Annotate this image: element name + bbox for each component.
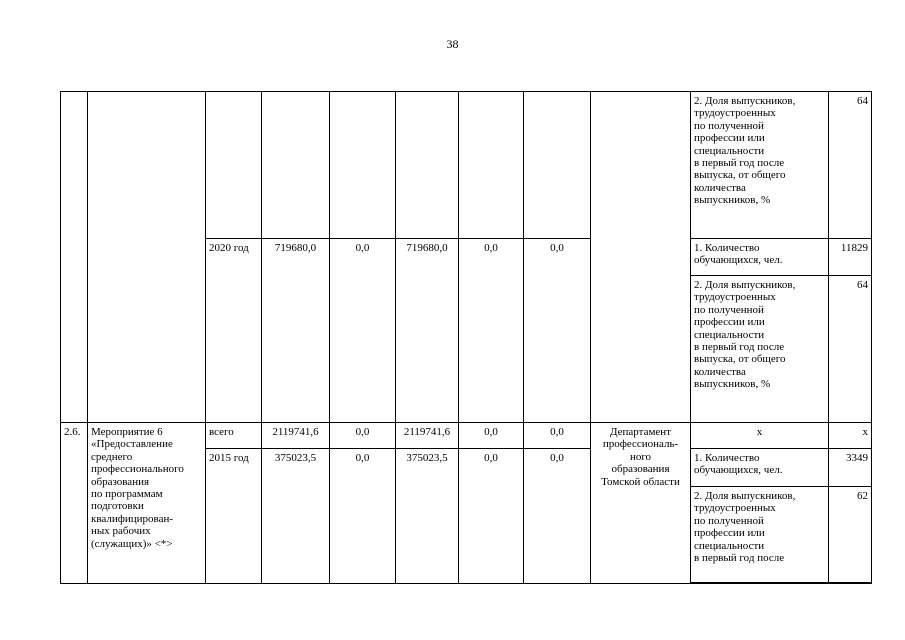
page-number: 38 xyxy=(446,37,459,51)
cell-mun: 0,0 xyxy=(459,449,524,584)
cell-fed: 0,0 xyxy=(330,449,396,584)
cell-name xyxy=(88,92,206,423)
cell-value: 62 xyxy=(829,487,872,583)
table-row xyxy=(61,423,872,449)
cell-executor: Департамент профессиональ- ного образования Томской области xyxy=(591,423,691,584)
cell-executor xyxy=(591,92,691,423)
table-row xyxy=(61,92,872,239)
cell-total xyxy=(262,92,330,239)
cell-num: 2.6. xyxy=(61,423,88,584)
cell-reg xyxy=(396,92,459,239)
cell-indicator: 2. Доля выпускников, трудоустроенных по полученной профессии или специальности в первый год после выпуска, от общего количества выпускников, % xyxy=(691,276,829,423)
cell-indicator: 2. Доля выпускников, трудоустроенных по полученной профессии или специальности в первый год после xyxy=(691,487,829,583)
cell-mun: 0,0 xyxy=(459,423,524,449)
cell-value: 64 xyxy=(829,92,872,239)
cell-year: 2015 год xyxy=(206,449,262,584)
cell-year: 2020 год xyxy=(206,239,262,423)
cell-value xyxy=(829,583,872,584)
cell-value: x xyxy=(829,423,872,449)
cell-other: 0,0 xyxy=(524,239,591,423)
cell-other: 0,0 xyxy=(524,423,591,449)
cell-other xyxy=(524,92,591,239)
cell-fed: 0,0 xyxy=(330,239,396,423)
cell-name: Мероприятие 6 «Предоставление среднего профессионального образования по программам подготовки квалифицирован- ных рабочих (служащих)» <*> xyxy=(88,423,206,584)
cell-value: 64 xyxy=(829,276,872,423)
cell-total: 2119741,6 xyxy=(262,423,330,449)
cell-year: всего xyxy=(206,423,262,449)
cell-value: 3349 xyxy=(829,449,872,487)
cell-value: 11829 xyxy=(829,239,872,276)
cell-mun xyxy=(459,92,524,239)
cell-reg: 719680,0 xyxy=(396,239,459,423)
cell-mun: 0,0 xyxy=(459,239,524,423)
cell-total: 375023,5 xyxy=(262,449,330,584)
program-table xyxy=(60,91,872,584)
cell-indicator: x xyxy=(691,423,829,449)
cell-total: 719680,0 xyxy=(262,239,330,423)
cell-reg: 375023,5 xyxy=(396,449,459,584)
cell-fed: 0,0 xyxy=(330,423,396,449)
cell-other: 0,0 xyxy=(524,449,591,584)
cell-year xyxy=(206,92,262,239)
cell-fed xyxy=(330,92,396,239)
cell-indicator xyxy=(691,583,829,584)
cell-indicator: 1. Количество обучающихся, чел. xyxy=(691,449,829,487)
cell-reg: 2119741,6 xyxy=(396,423,459,449)
cell-num xyxy=(61,92,88,423)
cell-indicator: 1. Количество обучающихся, чел. xyxy=(691,239,829,276)
cell-indicator: 2. Доля выпускников, трудоустроенных по полученной профессии или специальности в первый год после выпуска, от общего количества выпускников, % xyxy=(691,92,829,239)
